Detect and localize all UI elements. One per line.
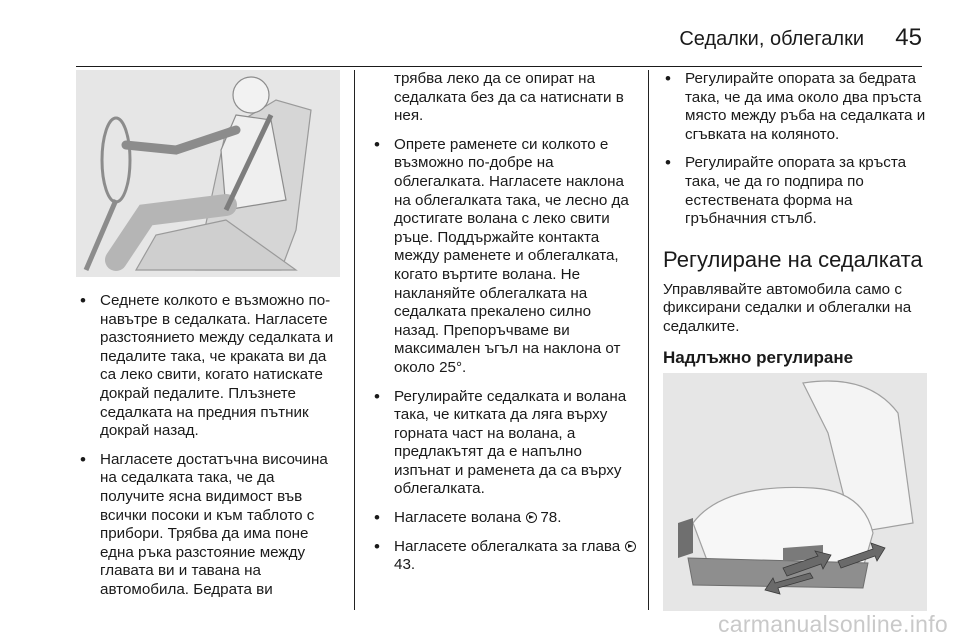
page-reference-icon xyxy=(526,512,537,523)
page-reference-link[interactable]: 78. xyxy=(540,509,562,527)
seat-side-panel xyxy=(678,518,693,558)
page-number: 45 xyxy=(895,24,922,51)
column-3 xyxy=(663,70,931,367)
list-item-xref xyxy=(372,538,640,575)
header-rule xyxy=(76,66,922,67)
list-item-xref xyxy=(372,509,640,528)
list-item: • Регулирайте седалката и волана така, че китката да ляга върху горната част на волана, а предлакътят да е напълно изпънат и раменета да са върху облегалката. xyxy=(372,388,640,500)
list-item: • Седнете колкото е възможно по-навътре в седалката. Нагласете разстоянието между седалката и педалите така, че краката ви да са леко свити, когато натискате докрай педалите. Плъзнете седалката на предния пътник докрай назад. xyxy=(78,292,340,441)
section-title: Регулиране на седалката xyxy=(663,246,923,272)
driver-posture-illustration xyxy=(76,70,340,277)
column-divider xyxy=(648,70,649,610)
seat-adjustment-illustration xyxy=(663,373,927,611)
continued-text: трябва леко да се опират на седалката без да са натиснати в нея. xyxy=(394,70,624,125)
column-1 xyxy=(78,292,340,610)
column-2 xyxy=(372,70,640,585)
list-item: • Опрете раменете си колкото е възможно по-добре на облегалката. Нагласете наклона на облегалката така, че лесно да достигате волана с леко свити ръце. Поддържайте контакта между раменете и облегалката, когато въртите волана. Не накланяйте облегалката на седалката прекалено силно назад. Препоръчваме ви максимален ъгъл на наклона от около 25°. xyxy=(372,136,640,378)
page-reference-link[interactable]: 43. xyxy=(394,556,416,574)
page-reference-icon xyxy=(625,541,636,552)
watermark: carmanualsonline.info xyxy=(717,611,948,637)
page-header xyxy=(0,20,960,60)
subsection-title: Надлъжно регулиране xyxy=(663,347,854,367)
xref-label: Нагласете облегалката за глава xyxy=(394,537,621,555)
list-item: • Нагласете достатъчна височина на седалката така, че да получите ясна видимост във всички посоки и към таблото с прибори. Трябва да има поне една ръка разстояние между главата ви и тавана на автомобила. Бедрата ви xyxy=(78,451,340,600)
list-item: • Регулирайте опората за бедрата така, че да има около два пръста място между ръба на седалката и сгъвката на коляното. xyxy=(663,70,931,144)
xref-label: Нагласете волана xyxy=(394,509,522,527)
header-title: Седалки, облегалки xyxy=(679,28,864,50)
list-item: • Регулирайте опората за кръста така, че да го подпира по естествената форма на гръбначния стълб. xyxy=(663,154,931,228)
column-divider xyxy=(354,70,355,610)
section-intro: Управлявайте автомобила само с фиксирани седалки и облегалки на седалките. xyxy=(663,280,912,335)
driver-head xyxy=(233,77,269,113)
